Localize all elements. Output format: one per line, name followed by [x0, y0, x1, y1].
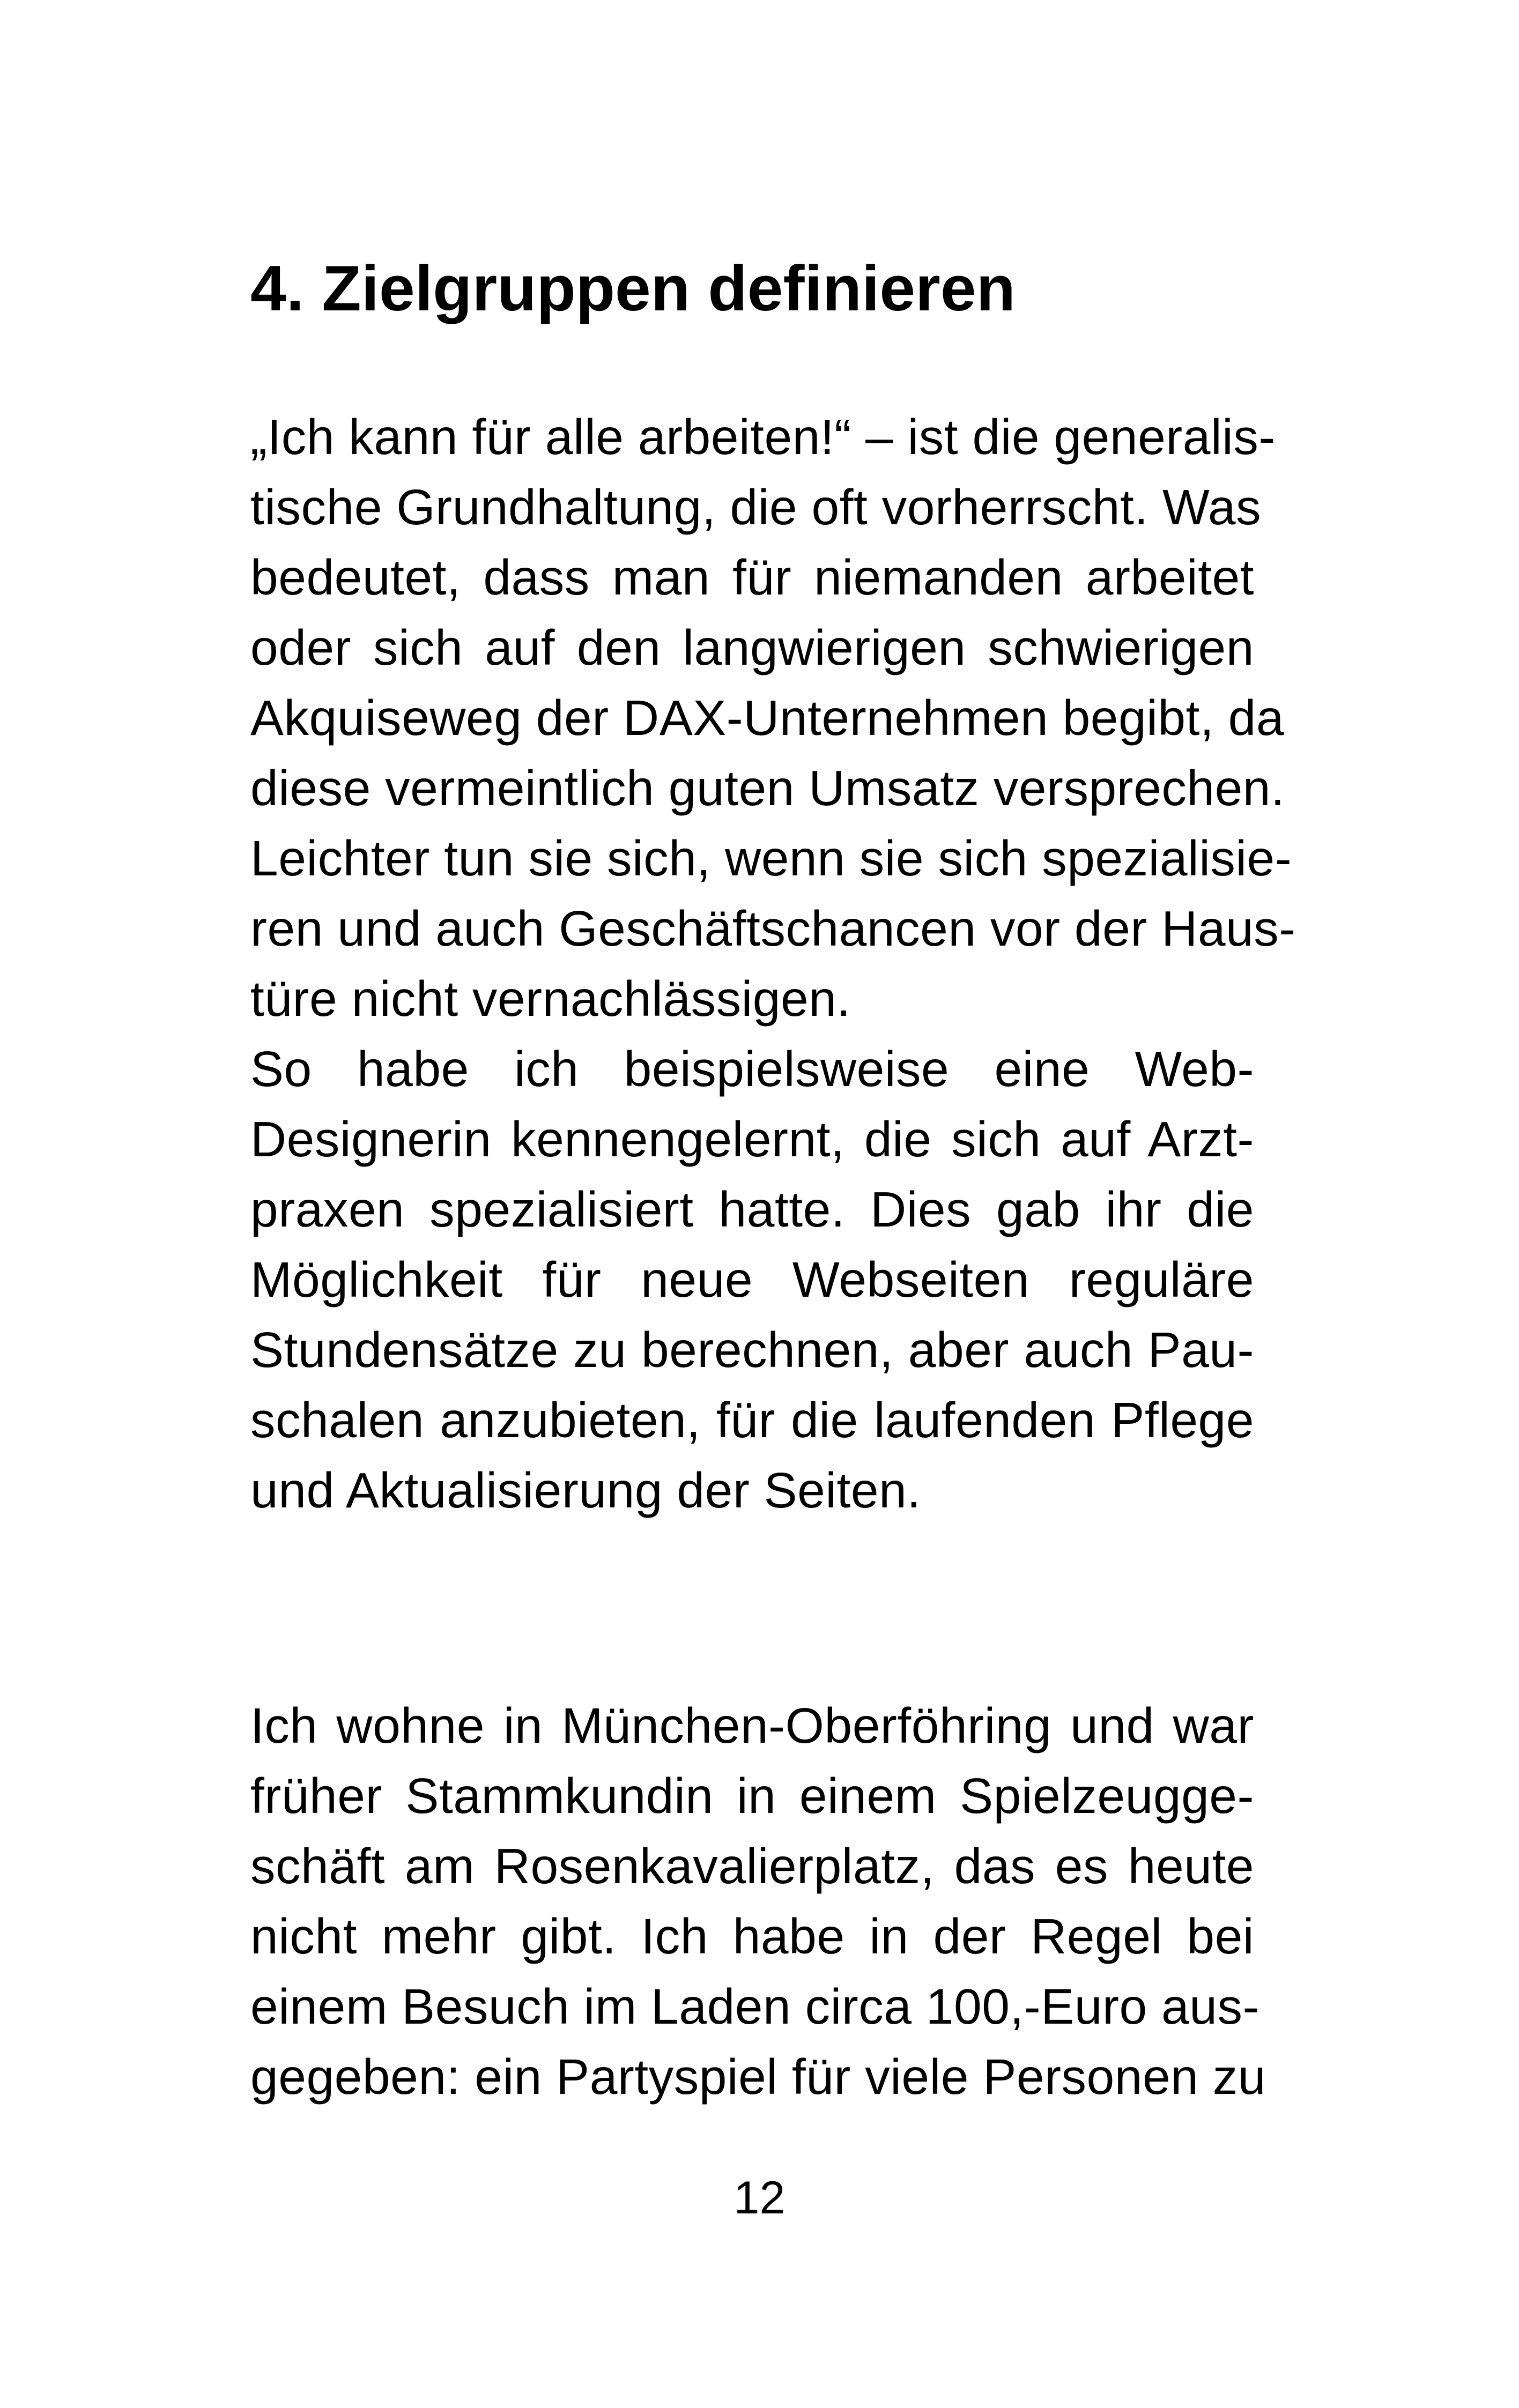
- text-line: schäft am Rosenkavalierplatz, das es heute: [250, 1838, 1254, 1894]
- body-text-block-2: [250, 1691, 1266, 2112]
- text-line: tische Grundhaltung, die oft vorherrscht. Was: [250, 479, 1262, 535]
- text-line: Designerin kennengelernt, die sich auf Arzt-: [250, 1111, 1254, 1167]
- text-line: und Aktualisierung der Seiten.: [250, 1462, 921, 1518]
- text-line: „Ich kann für alle arbeiten!“ – ist die generalis-: [250, 409, 1276, 465]
- chapter-heading: 4. Zielgruppen definieren: [250, 252, 1016, 324]
- text-line: So habe ich beispielsweise eine Web-: [250, 1041, 1254, 1097]
- text-line: praxen spezialisiert hatte. Dies gab ihr die: [250, 1181, 1254, 1237]
- body-text-block-1: [250, 402, 1296, 1526]
- page-number: 12: [733, 2172, 786, 2224]
- text-line: bedeutet, dass man für niemanden arbeitet: [250, 549, 1254, 605]
- text-line: nicht mehr gibt. Ich habe in der Regel bei: [250, 1908, 1254, 1964]
- text-line: einem Besuch im Laden circa 100,-Euro aus-: [250, 1979, 1259, 2034]
- text-line: Leichter tun sie sich, wenn sie sich spezialisie-: [250, 830, 1292, 886]
- text-line: Stundensätze zu berechnen, aber auch Pau-: [250, 1322, 1254, 1378]
- text-line: Ich wohne in München-Oberföhring und war: [250, 1698, 1254, 1753]
- text-line: türe nicht vernachlässigen.: [250, 971, 851, 1027]
- text-line: ren und auch Geschäftschancen vor der Haus-: [250, 901, 1296, 956]
- text-line: oder sich auf den langwierigen schwierigen: [250, 620, 1254, 675]
- text-line: Akquiseweg der DAX-Unternehmen begibt, da: [250, 690, 1285, 746]
- text-line: Möglichkeit für neue Webseiten reguläre: [250, 1252, 1254, 1307]
- text-line: gegeben: ein Partyspiel für viele Personen zu: [250, 2049, 1266, 2105]
- text-line: früher Stammkundin in einem Spielzeugge-: [250, 1768, 1254, 1824]
- text-line: diese vermeintlich guten Umsatz versprechen.: [250, 760, 1285, 816]
- text-line: schalen anzubieten, für die laufenden Pflege: [250, 1392, 1254, 1448]
